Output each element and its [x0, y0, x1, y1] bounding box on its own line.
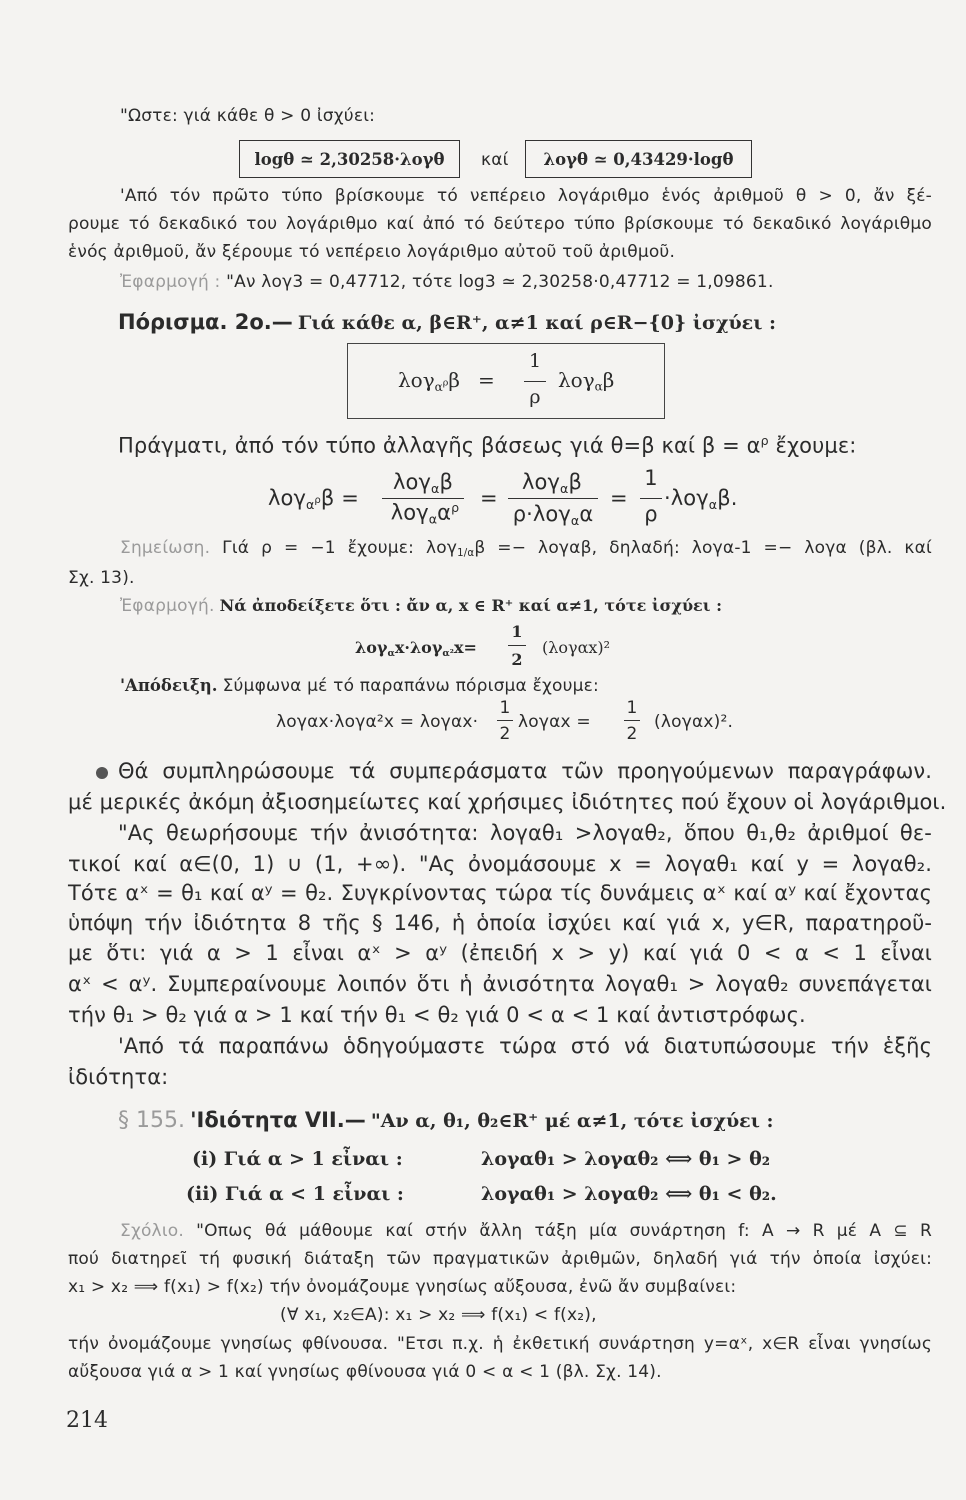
- application-2: [120, 596, 722, 616]
- body-line-3: "Ας θεωρήσουμε τήν ἀνισότητα: λογαθ₁ >λογαθ₂, ὅπου θ₁,θ₂ ἀριθμοί θε-: [118, 821, 932, 845]
- app2-frac-bar: [508, 645, 526, 646]
- body-line-1: Θά συμπληρώσουμε τά συμπεράσματα τῶν προηγούμενων παραγράφων.: [118, 759, 932, 783]
- derivation-f3-num: 1: [644, 466, 658, 490]
- section-155-heading: [118, 1108, 774, 1133]
- case-i-formula: λογαθ₁ > λογαθ₂ ⟺ θ₁ > θ₂: [481, 1148, 771, 1170]
- proof-frac1-num: 1: [499, 698, 511, 718]
- page-number: 214: [66, 1408, 108, 1433]
- body-line-2: μέ μερικές ἀκόμη ἀξιοσημείωτες καί χρήσιμες ἰδιότητες πού ἔχουν οἱ λογάριθμοι.: [68, 790, 947, 814]
- application-2-label: Ἐφαρμογή.: [120, 596, 215, 616]
- proof-formula-part1: λογαx·λογα²x = λογαx·: [276, 712, 479, 732]
- derivation-eq2: =: [480, 486, 498, 510]
- note-label: Σημείωση.: [120, 538, 211, 558]
- derivation-f1-num: λογ$_\alpha$β: [393, 470, 453, 496]
- proof-frac1-den: 2: [499, 724, 511, 744]
- derivation-eq3: =: [610, 486, 628, 510]
- derivation-lhs: λογ$_{\alpha^\rho}$β =: [268, 486, 359, 512]
- corollary-frac-num: 1: [528, 350, 542, 372]
- formula-box-logth: λογθ ≃ 0,43429·logθ: [525, 140, 752, 178]
- corollary-frac-bar: [524, 381, 546, 382]
- proof-frac1-bar: [497, 720, 513, 721]
- section-number: § 155.: [118, 1108, 185, 1133]
- body-line-5: Τότε αˣ = θ₁ καί αʸ = θ₂. Συγκρίνοντας τώρα τίς δυνάμεις αˣ καί αʸ καί ἔχοντας: [68, 881, 932, 905]
- body-line-11: ἰδιότητα:: [68, 1065, 169, 1089]
- body-line-10: 'Από τά παραπάνω ὁδηγούμαστε τώρα στό νά διατυπώσουμε τήν ἑξῆς: [118, 1034, 932, 1058]
- formula-box-log: logθ ≃ 2,30258·λογθ: [239, 140, 460, 178]
- bullet-icon: [96, 767, 108, 779]
- app2-frac-den: 2: [511, 650, 523, 669]
- app2-frac-num: 1: [511, 622, 523, 641]
- scholio-label: Σχόλιο.: [120, 1221, 184, 1241]
- proof-label: 'Απόδειξη.: [120, 676, 218, 695]
- corollary-label: Πόρισμα. 2ο.—: [118, 310, 293, 334]
- case-i-label: (i) Γιά α > 1 εἶναι :: [192, 1148, 403, 1170]
- app2-formula-rhs: (λογαx)²: [542, 638, 611, 657]
- derivation-f1-den: $\lambda o\gamma_\alpha\alpha^\rho$: [390, 500, 460, 527]
- corollary-frac-den: ρ: [529, 386, 541, 408]
- para1-line3: ἑνός ἀριθμοῦ, ἄν ξέρουμε τό νεπέρειο λογάριθμο αὐτοῦ τοῦ ἀριθμοῦ.: [68, 242, 676, 262]
- corollary-rhs: λογ$_\alpha$β: [558, 368, 615, 394]
- intro-line: "Ωστε: γιά κάθε θ > 0 ἰσχύει:: [120, 106, 376, 126]
- derivation-f2-den: ρ·λογ$_\alpha$α: [512, 502, 594, 528]
- application-1-label: Ἐφαρμογή :: [120, 272, 221, 292]
- scholio-line-3: x₁ > x₂ ⟹ f(x₁) > f(x₂) τήν ὀνομάζουμε γνησίως αὔξουσα, ἐνῶ ἄν συμβαίνει:: [68, 1277, 737, 1297]
- corollary-eq: =: [478, 368, 495, 392]
- proof-frac2-num: 1: [626, 698, 638, 718]
- note-line: Σημείωση. Γιά ρ = −1 ἔχουμε: λογ$_{1/\alpha}$β =− λογαβ, δηλαδή: λογα-1 =− λογα (βλ. καί: [120, 538, 932, 560]
- body-line-6: ὑπόψη τήν ἰδιότητα 8 τῆς § 146, ἡ ὁποία ἰσχύει καί γιά x, y∈R, παρατηροῦ-: [68, 911, 932, 935]
- kai-connector: καί: [481, 150, 509, 170]
- scholio-line-4: (∀ x₁, x₂∈A): x₁ > x₂ ⟹ f(x₁) < f(x₂),: [280, 1305, 597, 1325]
- case-ii-formula: λογαθ₁ > λογαθ₂ ⟺ θ₁ < θ₂.: [481, 1183, 777, 1205]
- corollary-formula-box: [347, 343, 665, 419]
- section-statement: "Αν α, θ₁, θ₂∈R⁺ μέ α≠1, τότε ἰσχύει :: [370, 1110, 774, 1132]
- body-line-4: τικοί καί α∈(0, 1) ∪ (1, +∞). "Ας ὀνομάσουμε x = λογαθ₁ καί y = λογαθ₂.: [68, 852, 932, 876]
- application-1-text: "Αν λογ3 = 0,47712, τότε log3 ≃ 2,30258·0,47712 = 1,09861.: [226, 272, 774, 292]
- para1-line2: ρουμε τό δεκαδικό του λογάριθμο καί ἀπό τό δεύτερο τύπο βρίσκουμε τό δεκαδικό λογάριθμο: [68, 214, 932, 234]
- proof-line: [120, 676, 599, 696]
- body-line-7: με ὅτι: γιά α > 1 εἶναι αˣ > αʸ (ἐπειδή x > y) καί γιά 0 < α < 1 εἶναι: [68, 941, 932, 965]
- derivation-tail: ·λογ$_\alpha$β.: [664, 486, 738, 512]
- derivation-f2-num: λογ$_\alpha$β: [522, 470, 582, 496]
- app2-formula-lhs: λογ$_\alpha$x·λογ$_{\alpha^2}$x=: [355, 638, 477, 659]
- section-title: 'Ιδιότητα VII.—: [190, 1108, 366, 1132]
- scholio-line-1: Σχόλιο. "Οπως θά μάθουμε καί στήν ἄλλη τάξη μία συνάρτηση f: A → R μέ A ⊆ R: [120, 1221, 932, 1241]
- scholio-line-2: πού διατηρεῖ τή φυσική διάταξη τῶν πραγματικῶν ἀριθμῶν, δηλαδή γιά τήν ὁποία ἰσχύει:: [68, 1249, 932, 1269]
- proof-frac2-bar: [624, 720, 640, 721]
- body-line-9: τήν θ₁ > θ₂ γιά α > 1 καί τήν θ₁ < θ₂ γιά 0 < α < 1 καί ἀντιστρόφως.: [68, 1003, 806, 1027]
- application-1: [120, 272, 774, 292]
- proof-frac2-den: 2: [626, 724, 638, 744]
- corollary-lhs: λογ$_{\alpha^\rho}$β: [398, 368, 460, 394]
- application-2-text: Νά ἀποδείξετε ὅτι : ἄν α, x ∈ R⁺ καί α≠1, τότε ἰσχύει :: [219, 596, 722, 615]
- derivation-f2-bar: [508, 498, 598, 499]
- proof-formula-part2: λογαx =: [518, 712, 591, 732]
- body-line-8: αˣ < αʸ. Συμπεραίνουμε λοιπόν ὅτι ἡ ἀνισότητα λογαθ₁ > λογαθ₂ συνεπάγεται: [68, 972, 932, 996]
- case-ii-label: (ii) Γιά α < 1 εἶναι :: [186, 1183, 404, 1205]
- proof-intro: Πράγματι, ἀπό τόν τύπο ἀλλαγῆς βάσεως γιά θ=β καί $\beta = \alpha^\rho$ ἔχουμε:: [118, 433, 857, 458]
- derivation-f3-den: ρ: [644, 502, 658, 526]
- corollary-statement: Γιά κάθε α, β∈R⁺, α≠1 καί ρ∈R−{0} ἰσχύει :: [297, 312, 777, 334]
- scholio-line-6: αὔξουσα γιά α > 1 καί γνησίως φθίνουσα γιά 0 < α < 1 (βλ. Σχ. 14).: [68, 1362, 662, 1382]
- scholio-line-5: τήν ὀνομάζουμε γνησίως φθίνουσα. "Ετσι π.χ. ἡ ἐκθετική συνάρτηση y=αˣ, x∈R εἶναι γνησίως: [68, 1334, 932, 1354]
- note-continuation: Σχ. 13).: [68, 568, 135, 588]
- proof-formula-part3: (λογαx)².: [654, 712, 734, 732]
- corollary-heading: [118, 310, 776, 334]
- para1-line1: 'Από τόν πρῶτο τύπο βρίσκουμε τό νεπέρειο λογάριθμο ἑνός ἀριθμοῦ θ > 0, ἄν ξέ-: [120, 186, 932, 206]
- derivation-f3-bar: [640, 498, 662, 499]
- proof-text: Σύμφωνα μέ τό παραπάνω πόρισμα ἔχουμε:: [222, 676, 599, 696]
